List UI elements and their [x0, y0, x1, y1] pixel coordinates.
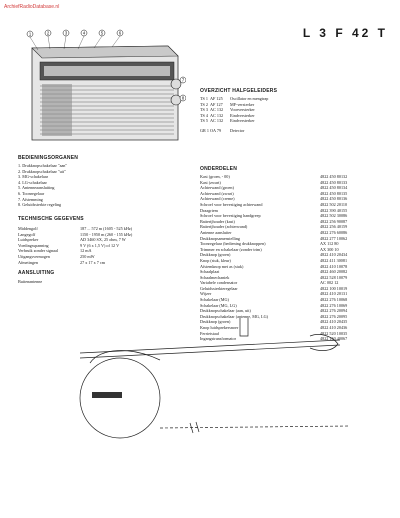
part-name: Drukknopschakelaar (aan, uit) [200, 308, 251, 314]
svg-text:1: 1 [28, 31, 32, 37]
part-number: AX 300 10 [320, 246, 339, 252]
part-number: AC 002 12 [320, 280, 339, 286]
part-number: 4822 450 80135 [320, 190, 348, 196]
table-row: GR 1 OA 79 Detector [200, 127, 245, 133]
part-name: Achterwand (zwart) [200, 190, 234, 196]
part-number: 4822 256 90087 [320, 218, 348, 224]
part-number: 4822 410 20435 [320, 319, 348, 325]
part-number: 4822 277 10062 [320, 235, 348, 241]
part-name: Schaalplaat [200, 269, 220, 275]
part-name: Kast (zwart) [200, 179, 221, 185]
dial-cord-diagram [70, 318, 360, 443]
radio-cabinet-drawing [32, 46, 181, 140]
callout-1-icon [27, 31, 38, 50]
list-item: 3. MG-schakelaar [18, 174, 48, 180]
part-number: 4822 150 40067 [320, 336, 348, 342]
svg-text:8: 8 [181, 95, 185, 101]
part-name: Batterijhouder (kast) [200, 218, 235, 224]
controls-list [18, 163, 178, 208]
table-row: TS 1 AF 125 Oscillator en mengtrap [200, 96, 269, 101]
part-number: 4822 410 20436 [320, 325, 348, 331]
part-name: Ferrietstaaf [200, 330, 220, 336]
part-number: 4822 276 20095 [320, 313, 348, 319]
part-name: Drukknop (groen) [200, 319, 231, 325]
svg-text:5: 5 [100, 30, 104, 36]
dial-drum-label-icon [92, 392, 122, 398]
part-name: Batterijhouder (achterwand) [200, 224, 248, 230]
table-row: TS 3 AC 132 Voorversterker [200, 107, 255, 113]
radio-illustration [18, 28, 186, 148]
part-number: 4822 528 10079 [320, 274, 348, 280]
part-number: 4822 450 80136 [320, 196, 348, 202]
table-row: Langegolf 1150 - 1950 m (260 - 155 kHz) [18, 231, 133, 237]
semiconductors-table [200, 96, 390, 134]
part-number: 4822 276 10069 [320, 302, 348, 308]
table-row: Verbruik zonder signaal 12 mA [18, 248, 92, 254]
list-item: 7. Afstemming [18, 196, 43, 202]
table-row: Uitgangsvermogen 250 mW [18, 253, 95, 259]
part-name: Schaalmechaniek [200, 274, 230, 280]
part-name: Toonregelaar (bediening drukknoppen) [200, 241, 266, 247]
part-number: 4822 450 80132 [320, 174, 348, 179]
callout-4-icon [78, 30, 87, 49]
list-item: 2. Drukknopschakelaar "uit" [18, 168, 66, 174]
part-name: Afstemknop met as (stuk) [200, 263, 244, 269]
svg-text:6: 6 [118, 30, 122, 36]
table-row: TS 5 AC 132 Eindversterker [200, 118, 255, 124]
part-name: Knop luidsprekersnoer [200, 325, 239, 331]
part-number: 4822 100 10019 [320, 285, 348, 291]
table-row: TS 2 AF 127 MF-versterker [200, 101, 255, 107]
part-name: Wijzer [200, 291, 212, 297]
table-row: Luidspreker AD 3460 SX, 25 ohm, 7 W [18, 237, 126, 243]
part-number: 4822 502 20110 [320, 201, 348, 207]
part-number: 4822 256 40159 [320, 224, 348, 230]
part-number: 4822 411 30081 [320, 257, 348, 263]
table-row: Middengolf 187 ... 572 m (1605 - 525 kHz) [18, 226, 133, 231]
svg-text:2: 2 [46, 30, 50, 36]
part-number: 4822 276 60086 [320, 229, 348, 235]
specs-heading: TECHNISCHE GEGEVENS [18, 216, 84, 222]
part-name: Schroef voor bevestiging handgreep [200, 213, 261, 219]
part-number: 4822 276 20094 [320, 308, 348, 314]
part-number: 4822 276 10068 [320, 297, 348, 303]
part-name: Schakelaar (MG, LG) [200, 302, 237, 308]
svg-text:4: 4 [82, 30, 86, 36]
table-row: TS 4 AC 132 Eindversterker [200, 112, 255, 118]
parts-table [200, 174, 392, 342]
part-name: Variabele condensator [200, 280, 238, 286]
callout-3-icon [63, 30, 69, 49]
table-row: Afmetingen 27 x 17 x 7 cm [18, 259, 106, 265]
part-name: Draagriem [200, 207, 218, 213]
list-item: 4. LG-schakelaar [18, 179, 47, 185]
parts-heading: ONDERDELEN [200, 166, 238, 172]
connection-text: Buitenantenne [18, 279, 43, 284]
part-name: Kast (groen, - 00) [200, 174, 230, 179]
svg-text:3: 3 [64, 30, 68, 36]
part-name: Ingangstransformator [200, 336, 237, 342]
part-number: 4822 520 10035 [320, 330, 348, 336]
part-name: Drukknopschakelaar (antenne, MG, LG) [200, 313, 269, 319]
part-number: 4822 410 10078 [320, 263, 348, 269]
part-number: 4822 410 20131 [320, 291, 348, 297]
part-name: Achterwand (creme) [200, 196, 235, 202]
connection-heading: AANSLUITING [18, 270, 55, 276]
list-item: 5. Antenneaansluiting [18, 185, 55, 191]
part-number: 4822 502 30086 [320, 213, 348, 219]
callout-6-icon [112, 30, 123, 47]
callout-5-icon [94, 30, 105, 48]
part-name: Schakelaar (MG) [200, 297, 229, 303]
semiconductors-heading: OVERZICHT HALFGELEIDERS [200, 88, 278, 94]
part-name: Trimmer en schakelaar (zonder trim) [200, 246, 262, 252]
part-number: 4822 450 80133 [320, 179, 348, 185]
watermark: ArchiefRadioDatabase.nl [4, 4, 60, 10]
controls-heading: BEDIENINGSORGANEN [18, 155, 79, 161]
list-item: 1. Drukknopschakelaar "aan" [18, 163, 68, 168]
part-number: 4822 410 20434 [320, 252, 348, 258]
specs-table [18, 226, 198, 265]
part-name: Drukknop (groen) [200, 252, 231, 258]
part-number: 4822 390 40155 [320, 207, 348, 213]
part-name: Antenne aansluiter [200, 229, 232, 235]
part-name: Drukknopsamenstelling [200, 235, 241, 241]
part-name: Schroef voor bevestiging achterwand [200, 201, 263, 207]
list-item: 6. Toonregelaar [18, 190, 45, 196]
part-name: Geluidssterkteregelaar [200, 285, 238, 291]
callout-8-icon [180, 95, 186, 101]
list-item: 8. Geluidssterkte regeling [18, 202, 62, 208]
callout-7-icon [180, 77, 186, 83]
part-number: AX 112 80 [320, 241, 339, 247]
part-name: Achterwand (groen) [200, 185, 234, 191]
part-name: Knop (stuk, kleur) [200, 257, 231, 263]
table-row: Voedingsspanning 9 V (6 x 1,5 V) of 12 V [18, 242, 120, 248]
svg-text:7: 7 [181, 77, 185, 83]
model-number: L 3 F 42 T [302, 26, 388, 40]
callout-2-icon [45, 30, 51, 49]
part-number: 4822 450 80134 [320, 185, 348, 191]
part-number: 4822 460 20082 [320, 269, 348, 275]
